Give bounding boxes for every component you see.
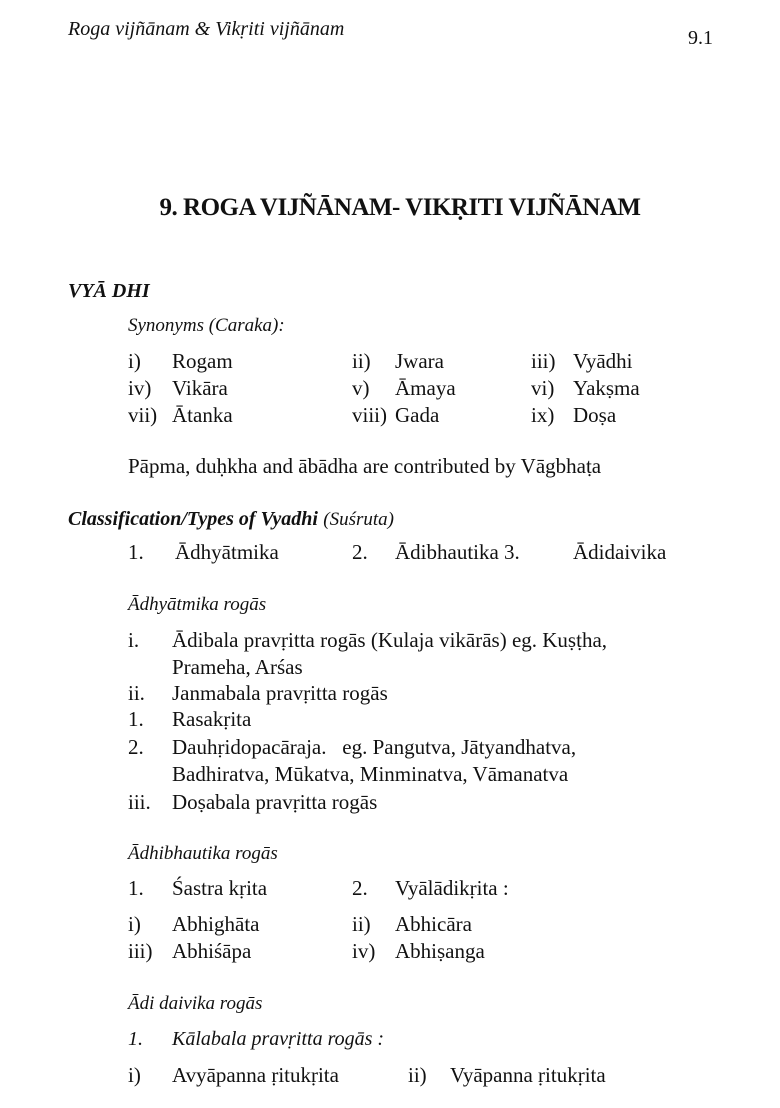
- list-item: Abhiśāpa: [172, 939, 252, 963]
- list-number: i): [128, 912, 141, 936]
- list-item: Vyādhi: [573, 349, 633, 373]
- list-number: 2.: [352, 876, 368, 900]
- list-item: Abhicāra: [395, 912, 472, 936]
- list-number: iii.: [128, 790, 151, 814]
- list-number: v): [352, 376, 370, 400]
- list-number: 1.: [128, 707, 144, 731]
- list-item: Vyālādikṛita :: [395, 876, 509, 900]
- list-item: Yakṣma: [573, 376, 640, 400]
- list-number: i): [128, 1063, 141, 1087]
- list-item: Janmabala pravṛitta rogās: [172, 681, 388, 705]
- vagbhata-note: Pāpma, duḥkha and ābādha are contributed by Vāgbhaṭa: [128, 454, 602, 478]
- list-item: Ātanka: [172, 403, 233, 427]
- list-item: Doṣabala pravṛitta rogās: [172, 790, 378, 814]
- list-item: Abhighāta: [172, 912, 260, 936]
- list-item: Vyāpanna ṛitukṛita: [450, 1063, 606, 1087]
- list-number: vi): [531, 376, 555, 400]
- list-number: ii): [352, 912, 371, 936]
- list-item: Jwara: [395, 349, 444, 373]
- subheading-adidaivika: Ādi daivika rogās: [128, 993, 263, 1014]
- list-number: 2.: [128, 735, 144, 759]
- list-number: ii): [352, 349, 371, 373]
- list-number: iii): [128, 939, 153, 963]
- list-item: Gada: [395, 403, 440, 427]
- list-item: Rasakṛita: [172, 707, 252, 731]
- list-number: ii.: [128, 681, 145, 705]
- subheading-adhibhautika: Ādhibhautika rogās: [128, 843, 278, 864]
- list-number: 1.: [128, 1028, 143, 1050]
- running-header: Roga vijñānam & Vikṛiti vijñānam: [68, 18, 345, 40]
- classification-heading: Classification/Types of Vyadhi: [68, 508, 318, 530]
- list-number: iv): [352, 939, 376, 963]
- list-item: Rogam: [172, 349, 233, 373]
- section-heading-classification: [68, 506, 394, 532]
- list-number: vii): [128, 403, 158, 427]
- list-item: Ādhyātmika: [175, 540, 279, 564]
- list-number: ii): [408, 1063, 427, 1087]
- list-item: Ādibala pravṛitta rogās (Kulaja vikārās) eg. Kuṣṭha,: [172, 628, 608, 652]
- list-item: Badhiratva, Mūkatva, Minminatva, Vāmanatva: [172, 762, 569, 786]
- list-item: Āmaya: [395, 376, 456, 400]
- list-number: i.: [128, 628, 140, 652]
- list-item: Dauhṛidopacāraja. eg. Pangutva, Jātyandhatva,: [172, 735, 577, 759]
- section-heading-vyadhi: VYĀ DHI: [68, 280, 150, 302]
- list-item: Śastra kṛita: [172, 876, 268, 900]
- page-number: 9.1: [688, 27, 713, 49]
- list-item: Kālabala pravṛitta rogās :: [172, 1028, 385, 1050]
- list-item: Doṣa: [573, 403, 617, 427]
- list-item: Ādidaivika: [573, 540, 667, 564]
- subheading-adhyatmika: Ādhyātmika rogās: [128, 594, 267, 615]
- list-number: 2.: [352, 540, 368, 564]
- list-item: Avyāpanna ṛitukṛita: [172, 1063, 339, 1087]
- list-number: iii): [531, 349, 556, 373]
- list-item: Ādibhautika 3.: [395, 540, 520, 564]
- synonyms-label: Synonyms (Caraka):: [128, 315, 285, 336]
- list-number: 1.: [128, 540, 144, 564]
- list-number: 1.: [128, 876, 144, 900]
- list-number: ix): [531, 403, 555, 427]
- list-item: Prameha, Arśas: [172, 655, 303, 679]
- list-item: Vikāra: [172, 376, 228, 400]
- list-item: Abhiṣanga: [395, 939, 485, 963]
- list-number: i): [128, 349, 141, 373]
- list-number: iv): [128, 376, 152, 400]
- chapter-title: 9. ROGA VIJÑĀNAM- VIKṚITI VIJÑĀNAM: [159, 194, 641, 221]
- classification-source: (Suśruta): [323, 509, 394, 530]
- list-number: viii): [352, 403, 387, 427]
